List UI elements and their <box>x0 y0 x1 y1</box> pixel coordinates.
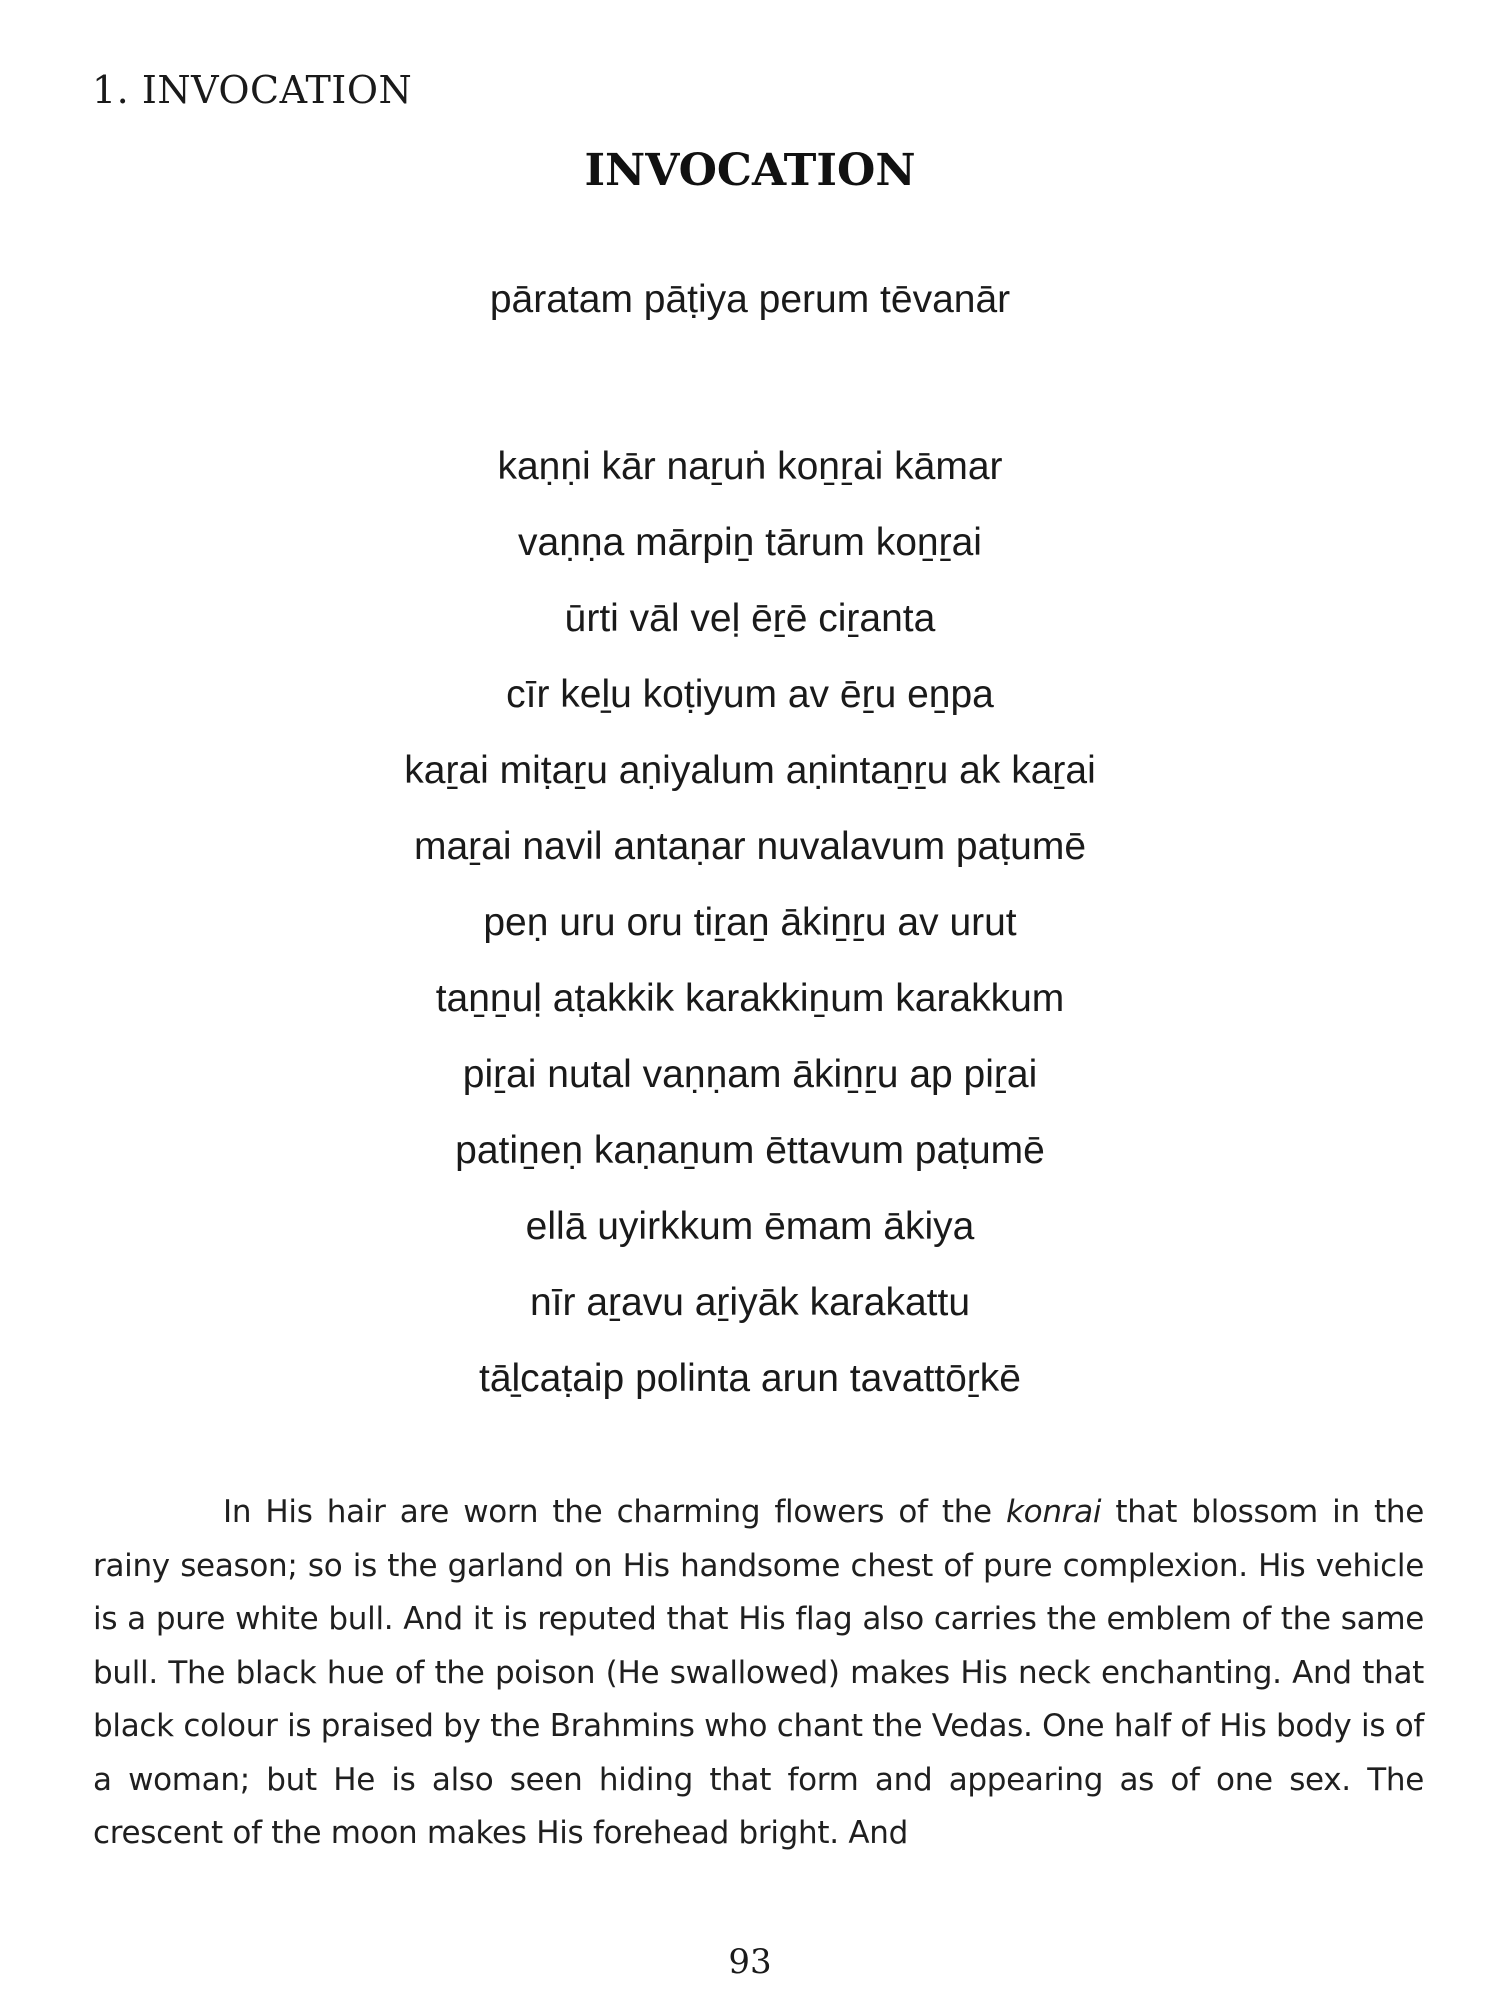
verse-line: kaṇṇi kār naṟuṅ koṉṟai kāmar <box>497 445 1003 488</box>
verse-line: maṟai navil antaṇar nuvalavum paṭumē <box>413 825 1087 868</box>
verse-line: ūrti vāl veḷ ēṟē ciṟanta <box>564 597 936 640</box>
poet-attribution: pāratam pāṭiya perum tēvanār <box>489 278 1011 321</box>
verse-line: peṇ uru oru tiṟaṉ ākiṉṟu av urut <box>483 901 1017 944</box>
verse-block <box>0 429 1500 1417</box>
verse-line: ellā uyirkkum ēmam ākiya <box>525 1205 975 1248</box>
verse-line: taṉṉuḷ aṭakkik karakkiṉum karakkum <box>435 977 1065 1020</box>
verse-line: tāḻcaṭaip polinta arun tavattōṟkē <box>478 1357 1021 1400</box>
running-head: 1. INVOCATION <box>92 68 413 112</box>
verse-line: nīr aṟavu aṟiyāk karakattu <box>529 1281 971 1324</box>
prose-text-rest: that blossom in the rainy season; so is the garland on His handsome chest of pure complexion. His vehicle is a pure white bull. And it is reputed that His flag also carries the emblem of the same bull. The black hue of the poison (He swallowed) makes His neck enchanting. And that black colour is praised by the Brahmins who chant the Vedas. One half of His body is of a woman; but He is also seen hiding that form and appearing as of one sex. The crescent of the moon makes His forehead bright. And <box>93 1494 1424 1851</box>
translation-paragraph <box>93 1486 1424 1861</box>
verse-line: patiṉeṇ kaṇaṉum ēttavum paṭumē <box>455 1129 1045 1172</box>
prose-text-start: In His hair are worn the charming flowers of the <box>223 1494 1007 1530</box>
verse-line: kaṟai miṭaṟu aṇiyalum aṇintaṉṟu ak kaṟai <box>404 749 1096 792</box>
page-number: 93 <box>728 1942 772 1982</box>
verse-line: vaṇṇa mārpiṉ tārum koṉṟai <box>518 521 982 564</box>
verse-line: cīr keḻu koṭiyum av ēṟu eṉpa <box>506 673 994 716</box>
verse-line: piṟai nutal vaṇṇam ākiṉṟu ap piṟai <box>462 1053 1038 1096</box>
prose-italic-term: konrai <box>1006 1494 1102 1530</box>
page-title: INVOCATION <box>584 145 916 196</box>
